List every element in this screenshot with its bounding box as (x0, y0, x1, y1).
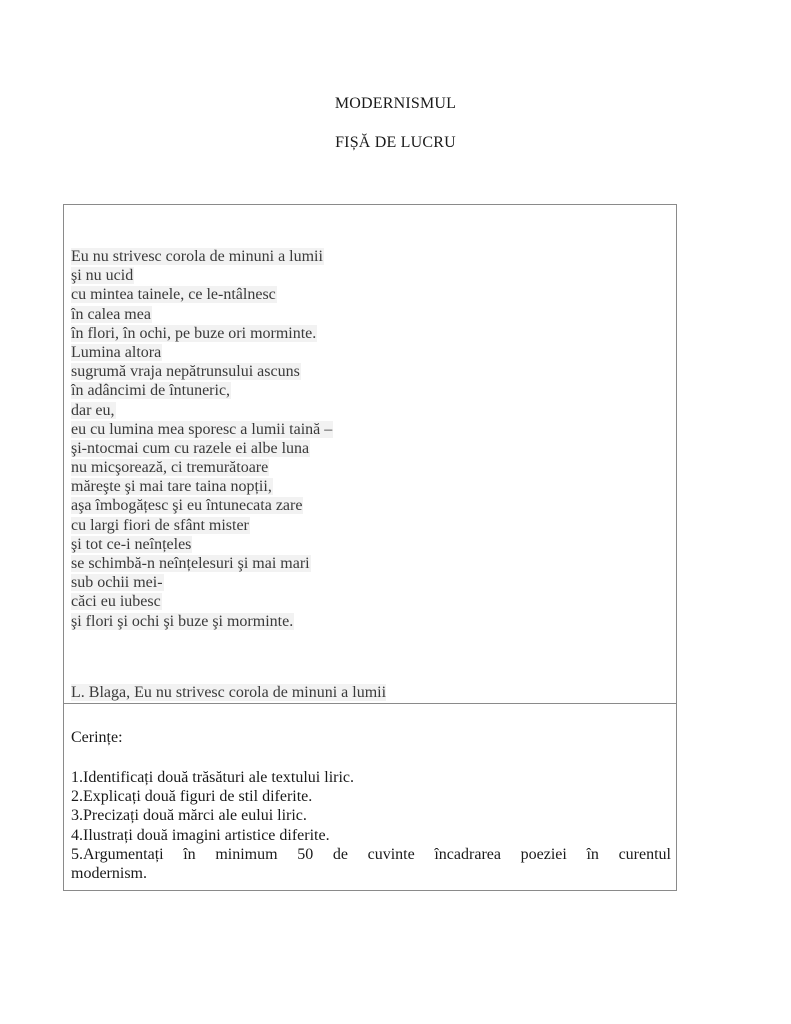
poem-line: Lumina altora (71, 343, 162, 361)
poem-attribution: L. Blaga, Eu nu strivesc corola de minuni a lumii (71, 684, 387, 701)
document-subtitle: FIȘĂ DE LUCRU (335, 134, 456, 151)
task-item: 1.Identificați două trăsături ale textului liric. (71, 769, 355, 786)
tasks-cell (64, 704, 676, 890)
task-item: 2.Explicați două figuri de stil diferite. (71, 788, 313, 806)
poem-cell (64, 205, 676, 704)
poem-line: şi flori şi ochi şi buze şi morminte. (71, 612, 294, 630)
worksheet-table (63, 204, 677, 891)
task-item: 3.Precizați două mărci ale eului liric. (71, 807, 307, 825)
tasks-heading: Cerințe: (71, 729, 123, 746)
task-item-line: 5.Argumentați în minimum 50 de cuvinte încadrarea poeziei în curentul (71, 845, 671, 863)
poem-line: sugrumă vraja nepătrunsului ascuns (71, 363, 300, 381)
poem-line: eu cu lumina mea sporesc a lumii taină – (71, 420, 333, 438)
poem-line: în flori, în ochi, pe buze ori morminte. (71, 324, 317, 342)
poem-line: căci eu iubesc (71, 593, 161, 611)
poem-line: se schimbă-n neînțelesuri şi mai mari (71, 555, 310, 572)
poem-line: dar eu, (71, 401, 115, 419)
poem-text (71, 247, 333, 631)
task-item: 4.Ilustrați două imagini artistice diferite. (71, 826, 330, 844)
task-list (71, 768, 671, 883)
task-item-line: modernism. (71, 865, 147, 882)
poem-line: şi-ntocmai cum cu razele ei albe luna (71, 439, 310, 457)
task-item (71, 845, 671, 883)
poem-line: cu mintea tainele, ce le-ntâlnesc (71, 286, 276, 304)
poem-line: în adâncimi de întuneric, (71, 382, 231, 400)
poem-line: şi nu ucid (71, 267, 134, 285)
poem-line: nu micşorează, ci tremurătoare (71, 459, 269, 477)
poem-line: sub ochii mei- (71, 574, 163, 592)
poem-line: măreşte şi mai tare taina nopții, (71, 478, 272, 496)
poem-line: cu largi fiori de sfânt mister (71, 516, 249, 534)
poem-line: aşa îmbogățesc şi eu întunecata zare (71, 497, 303, 515)
document-title: MODERNISMUL (334, 95, 457, 112)
poem-line: în calea mea (71, 305, 151, 323)
poem-line: Eu nu strivesc corola de minuni a lumii (71, 248, 323, 265)
poem-line: şi tot ce-i neînțeles (71, 535, 192, 553)
